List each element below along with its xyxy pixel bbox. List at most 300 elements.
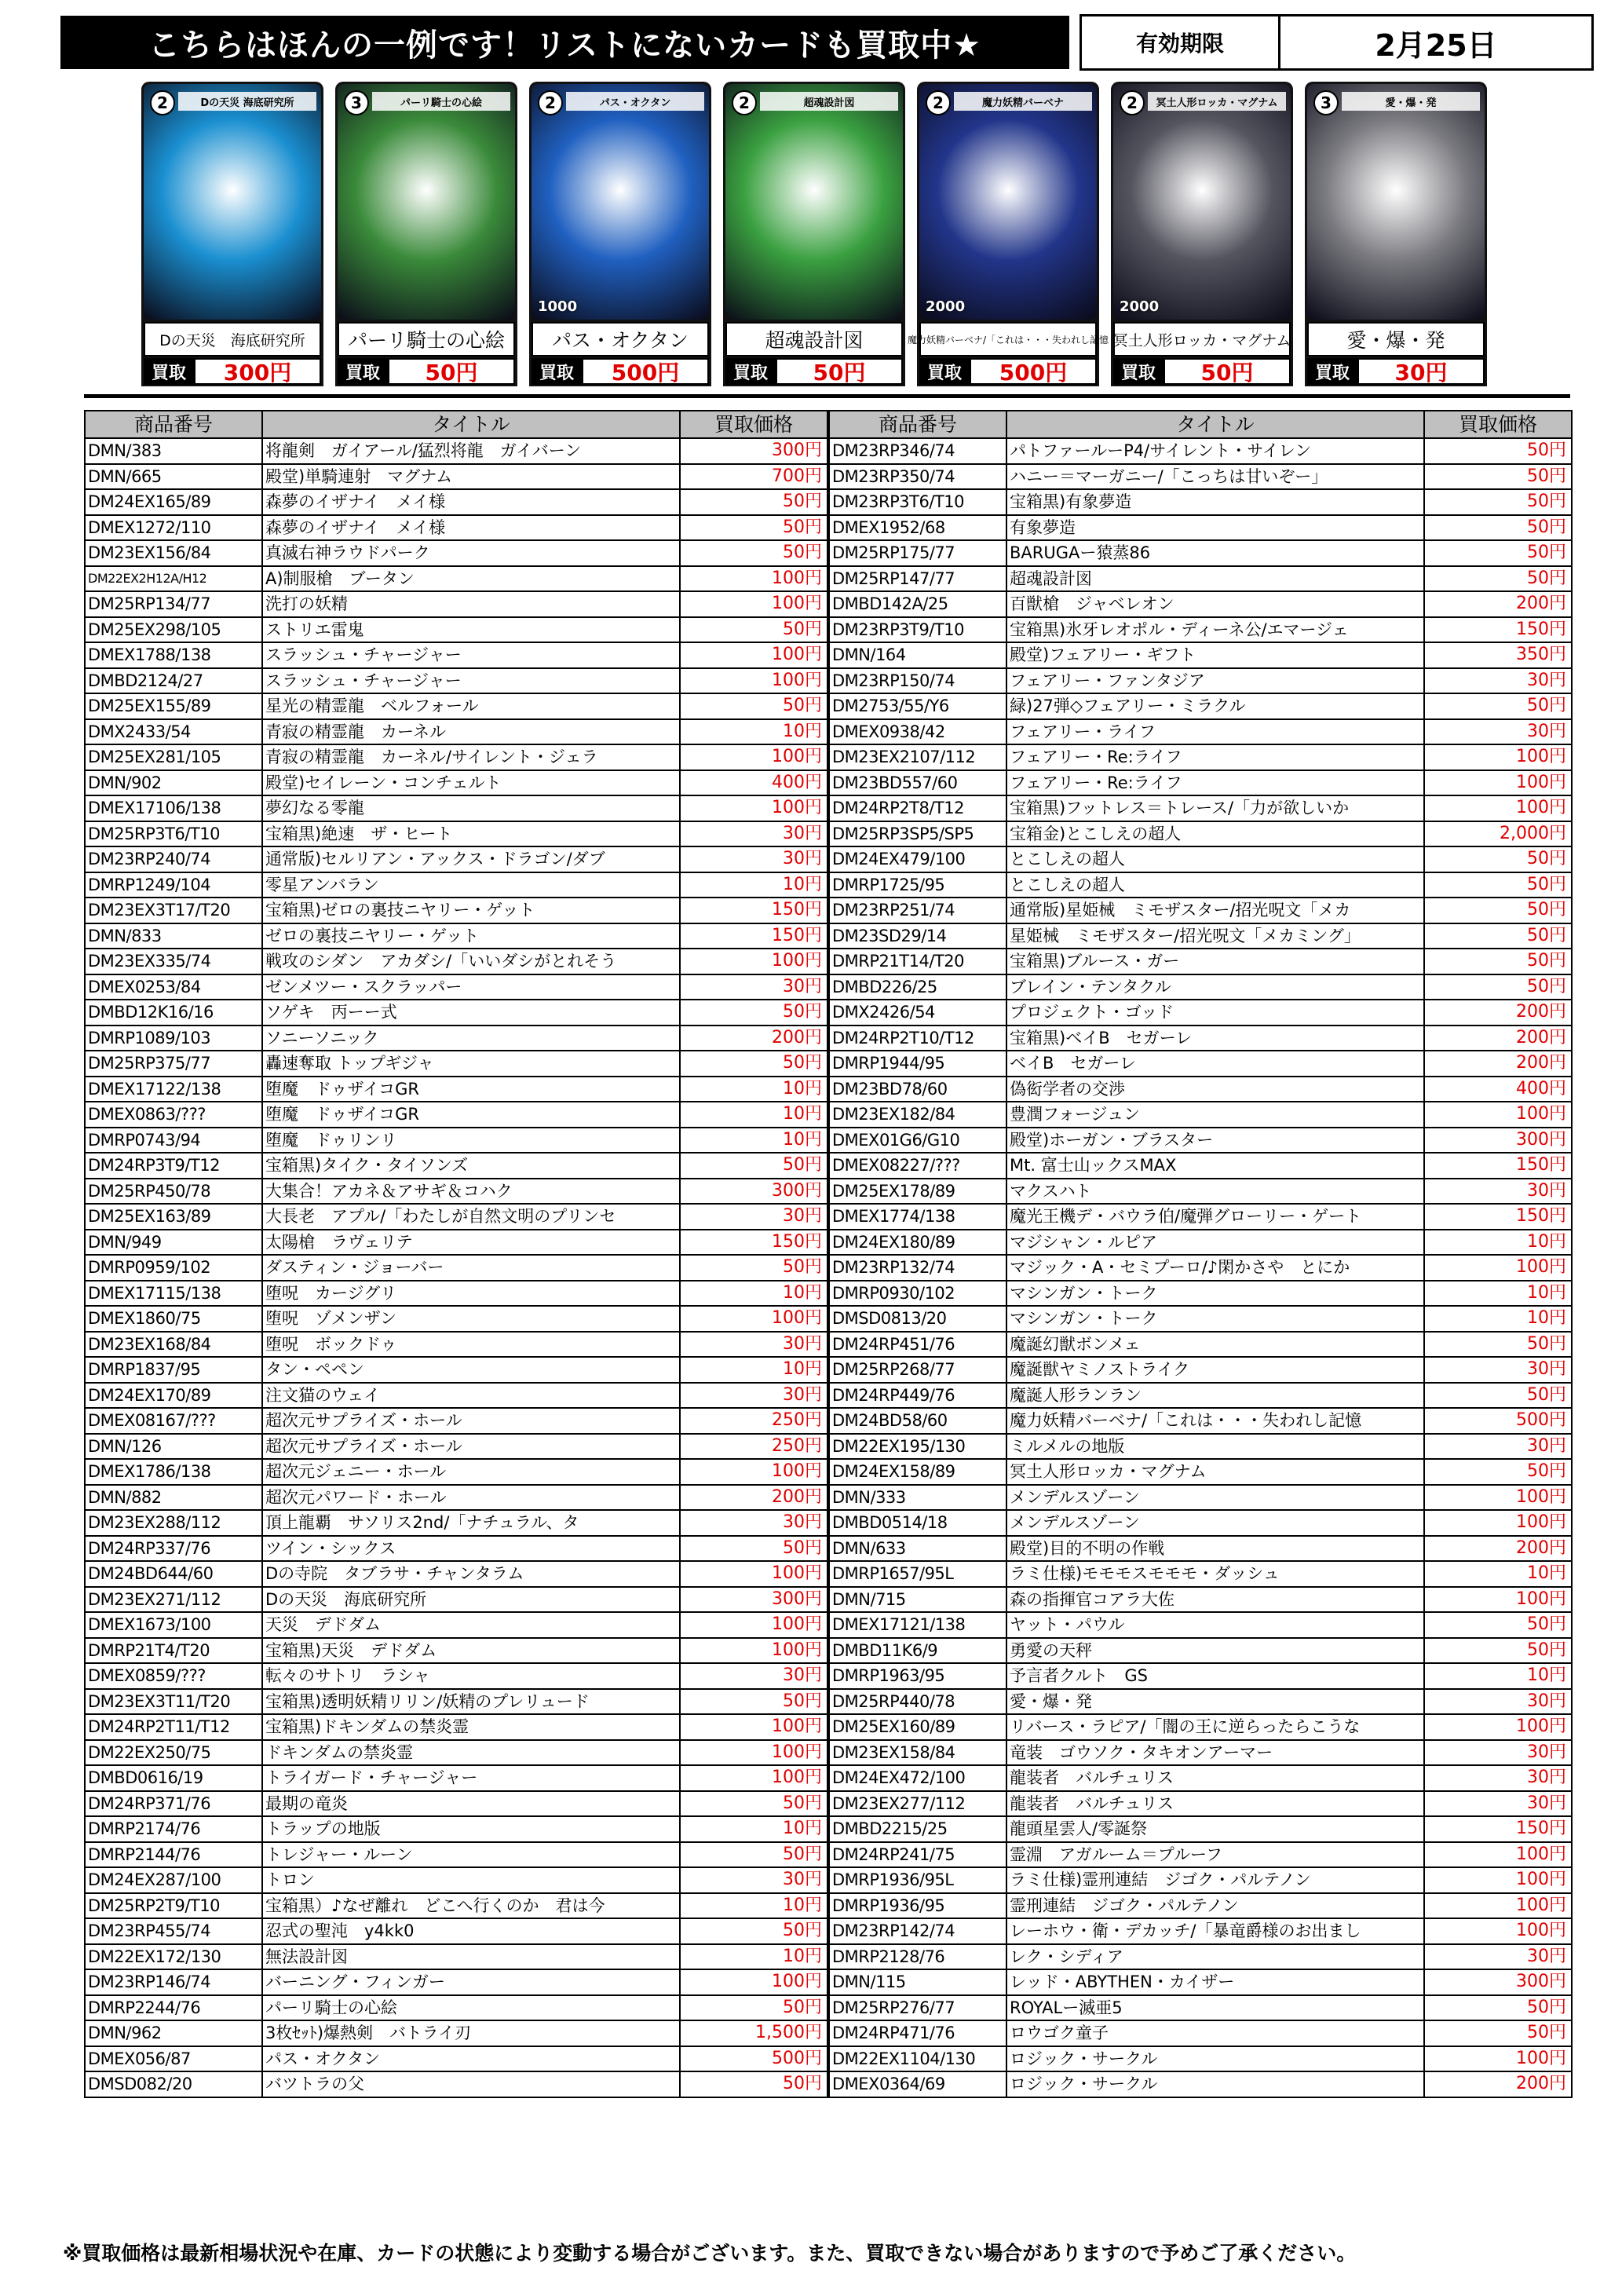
table-row (829, 949, 1572, 974)
buy-price: 100円 (1424, 1587, 1572, 1613)
buy-price: 2,000円 (1424, 821, 1572, 847)
buy-price: 50円 (680, 1791, 827, 1817)
buy-label: 買取 (532, 358, 582, 385)
product-code: DMBD2124/27 (85, 668, 262, 694)
table-row (85, 1536, 827, 1562)
card-title: 青寂の精霊龍 カーネル/サイレント・ジェラ (262, 744, 680, 770)
card-title: 冥土人形ロッカ・マグナム (1006, 1459, 1424, 1485)
card-art-name: パーリ騎士の心絵 (372, 92, 510, 111)
card-art-image (338, 84, 515, 320)
card-title: 堕魔 ドゥザイコGR (262, 1077, 680, 1102)
buy-price: 30円 (1424, 719, 1572, 745)
buy-price: 30円 (680, 1204, 827, 1230)
buy-price: 10円 (1424, 1230, 1572, 1256)
card-title: フェアリー・ファンタジア (1006, 668, 1424, 694)
card-title: フェアリー・Re:ライフ (1006, 770, 1424, 796)
buy-price: 50円 (1424, 1612, 1572, 1638)
table-row (85, 693, 827, 719)
product-code: DM23SD29/14 (829, 923, 1006, 949)
product-code: DMSD0813/20 (829, 1306, 1006, 1332)
product-code: DMEX0859/??? (85, 1663, 262, 1689)
product-code: DMEX0364/69 (829, 2071, 1006, 2097)
table-row (85, 1281, 827, 1307)
product-code: DMRP2244/76 (85, 1995, 262, 2021)
product-code: DMN/126 (85, 1434, 262, 1460)
product-code: DMX2433/54 (85, 719, 262, 745)
table-row (85, 464, 827, 490)
card-title: ツイン・シックス (262, 1536, 680, 1562)
buy-label: 買取 (1307, 358, 1357, 385)
product-code: DM24RP2T8/T12 (829, 795, 1006, 821)
buy-price: 150円 (1424, 1816, 1572, 1842)
card-title: 通常版)セルリアン・アックス・ドラゴン/ダブ (262, 846, 680, 872)
table-row (829, 1765, 1572, 1791)
product-code: DMRP21T4/T20 (85, 1638, 262, 1664)
buy-price: 200円 (1424, 1051, 1572, 1077)
card-art-image (1113, 84, 1291, 320)
table-row (85, 1204, 827, 1230)
buy-price: 100円 (680, 1969, 827, 1995)
card-title: 魔誕人形ランラン (1006, 1383, 1424, 1409)
buy-price: 50円 (1424, 846, 1572, 872)
product-code: DM25RP2T9/T10 (85, 1893, 262, 1919)
product-code: DM23RP3T9/T10 (829, 617, 1006, 643)
table-row (829, 1689, 1572, 1715)
buy-price: 100円 (1424, 795, 1572, 821)
product-code: DM25RP268/77 (829, 1357, 1006, 1383)
buy-price: 200円 (1424, 1536, 1572, 1562)
product-code: DM24EX472/100 (829, 1765, 1006, 1791)
product-code: DM23BD78/60 (829, 1077, 1006, 1102)
table-row (85, 872, 827, 898)
card-title: レッド・ABYTHEN・カイザー (1006, 1969, 1424, 1995)
card-title: 魔光王機デ・バウラ伯/魔弾グローリー・ゲート (1006, 1204, 1424, 1230)
featured-card (141, 82, 323, 386)
table-row (85, 1638, 827, 1664)
buy-price: 100円 (680, 1459, 827, 1485)
product-code: DM25RP175/77 (829, 540, 1006, 566)
card-title: ロジック・サークル (1006, 2046, 1424, 2072)
buy-price: 100円 (680, 1612, 827, 1638)
table-row (85, 1026, 827, 1051)
table-row (829, 1357, 1572, 1383)
table-row (85, 1485, 827, 1511)
card-title-label: 愛・爆・発 (1307, 322, 1485, 356)
card-title: ドキンダムの禁炎霊 (262, 1740, 680, 1766)
product-code: DMRP0930/102 (829, 1281, 1006, 1307)
product-code: DMN/665 (85, 464, 262, 490)
buy-price: 150円 (680, 923, 827, 949)
table-row (829, 1051, 1572, 1077)
table-row (829, 1536, 1572, 1562)
card-title: 宝箱黒)タイク・タイソンズ (262, 1153, 680, 1179)
buy-price: 150円 (680, 898, 827, 923)
card-title: トライガード・チャージャー (262, 1765, 680, 1791)
product-code: DMEX1952/68 (829, 515, 1006, 541)
card-title: トロン (262, 1867, 680, 1893)
table-row (85, 1740, 827, 1766)
product-code: DM24EX158/89 (829, 1459, 1006, 1485)
product-code: DMRP0743/94 (85, 1128, 262, 1153)
validity-box (1080, 14, 1594, 71)
card-title: 竜装 ゴウソク・タキオンアーマー (1006, 1740, 1424, 1766)
buy-price: 100円 (680, 1638, 827, 1664)
product-code: DM2753/55/Y6 (829, 693, 1006, 719)
table-row (829, 515, 1572, 541)
buy-price: 150円 (680, 1230, 827, 1256)
table-row (829, 2046, 1572, 2072)
card-title: 偽衒学者の交渉 (1006, 1077, 1424, 1102)
table-row (829, 1332, 1572, 1358)
card-title: 大長老 アプル/「わたしが自然文明のプリンセ (262, 1204, 680, 1230)
price-table-left (84, 410, 828, 2098)
table-row (829, 1383, 1572, 1409)
card-title: 超次元ジェニー・ホール (262, 1459, 680, 1485)
buy-price: 150円 (1424, 1204, 1572, 1230)
card-title: トレジャー・ルーン (262, 1842, 680, 1868)
table-row (829, 1944, 1572, 1970)
card-title: トラップの地版 (262, 1816, 680, 1842)
product-code: DM23RP251/74 (829, 898, 1006, 923)
table-row (829, 2020, 1572, 2046)
card-title: 青寂の精霊龍 カーネル (262, 719, 680, 745)
table-row (829, 770, 1572, 796)
card-title: 最期の竜炎 (262, 1791, 680, 1817)
price-table-right (828, 410, 1573, 2098)
buy-price: 100円 (680, 642, 827, 668)
buy-price: 150円 (1424, 1153, 1572, 1179)
table-row (829, 1969, 1572, 1995)
buy-price: 50円 (680, 1000, 827, 1026)
card-title: 魔誕獣ヤミノストライク (1006, 1357, 1424, 1383)
card-art-image (532, 84, 709, 320)
table-row (829, 1612, 1572, 1638)
table-row (85, 1153, 827, 1179)
card-title: 殿堂)単騎連射 マグナム (262, 464, 680, 490)
table-row (85, 1791, 827, 1817)
card-title: 殿堂)ホーガン・ブラスター (1006, 1128, 1424, 1153)
table-header-row (85, 411, 827, 438)
card-title: 殿堂)セイレーン・コンチェルト (262, 770, 680, 796)
table-row (829, 438, 1572, 464)
buy-price: 50円 (680, 489, 827, 515)
product-code: DM23EX168/84 (85, 1332, 262, 1358)
buy-price: 100円 (1424, 770, 1572, 796)
buy-price: 50円 (1424, 1332, 1572, 1358)
table-row (829, 464, 1572, 490)
product-code: DM24EX170/89 (85, 1383, 262, 1409)
table-row (85, 1459, 827, 1485)
card-title: 有象夢造 (1006, 515, 1424, 541)
product-code: DMEX08167/??? (85, 1408, 262, 1434)
product-code: DMEX08227/??? (829, 1153, 1006, 1179)
product-code: DM25EX163/89 (85, 1204, 262, 1230)
card-title: 星姫械 ミモザスター/招光呪文「メカミング」 (1006, 923, 1424, 949)
table-row (829, 872, 1572, 898)
product-code: DMRP1837/95 (85, 1357, 262, 1383)
buy-price: 10円 (680, 1102, 827, 1128)
product-code: DM22EX2H12A/H12 (85, 566, 262, 592)
table-row (85, 1000, 827, 1026)
card-title: 超次元パワード・ホール (262, 1485, 680, 1511)
card-price-bar (1113, 358, 1291, 385)
card-title: ストリエ雷鬼 (262, 617, 680, 643)
buy-price: 50円 (1424, 872, 1572, 898)
product-code: DM23EX3T11/T20 (85, 1689, 262, 1715)
card-title: 堕呪 ボックドゥ (262, 1332, 680, 1358)
product-code: DM24BD644/60 (85, 1561, 262, 1587)
table-row (829, 923, 1572, 949)
product-code: DMEX0253/84 (85, 974, 262, 1000)
table-row (85, 1230, 827, 1256)
column-header-price: 買取価格 (1424, 411, 1572, 438)
card-title: 大集合！アカネ＆アサギ＆コハク (262, 1179, 680, 1205)
buy-price: 30円 (680, 846, 827, 872)
table-row (829, 1485, 1572, 1511)
product-code: DMRP2128/76 (829, 1944, 1006, 1970)
validity-date: 2月25日 (1375, 27, 1497, 63)
card-title: 予言者クルト GS (1006, 1663, 1424, 1689)
product-code: DMRP1657/95L (829, 1561, 1006, 1587)
card-title: リバース・ラピア/「闇の王に逆らったらこうな (1006, 1714, 1424, 1740)
card-title-label: 魔力妖精バーベナ/「これは・・・失われし記憶 (919, 322, 1097, 356)
card-title: ゼンメツー・スクラッパー (262, 974, 680, 1000)
buy-price: 30円 (1424, 1434, 1572, 1460)
table-header-row (829, 411, 1572, 438)
table-row (85, 2020, 827, 2046)
card-title: レーホウ・衛・デカッチ/「暴竜爵様のお出まし (1006, 1918, 1424, 1944)
buy-price: 200円 (680, 1485, 827, 1511)
buy-price: 50円 (1424, 949, 1572, 974)
card-title-label: 超魂設計図 (725, 322, 903, 356)
product-code: DMRP1725/95 (829, 872, 1006, 898)
card-title-label: パス・オクタン (532, 322, 709, 356)
card-cost-badge: 2 (150, 90, 175, 115)
buy-price: 500円 (680, 2046, 827, 2072)
buy-price: 10円 (1424, 1281, 1572, 1307)
card-title: 森夢のイザナイ メイ様 (262, 489, 680, 515)
buy-price: 10円 (1424, 1306, 1572, 1332)
table-row (85, 1689, 827, 1715)
table-row (85, 923, 827, 949)
product-code: DMBD2215/25 (829, 1816, 1006, 1842)
product-code: DM23RP3T6/T10 (829, 489, 1006, 515)
table-row (829, 1281, 1572, 1307)
buy-price: 100円 (680, 591, 827, 617)
table-row (85, 821, 827, 847)
card-price-bar (144, 358, 321, 385)
buy-price: 50円 (680, 1051, 827, 1077)
card-title: 殿堂)目的不明の作戦 (1006, 1536, 1424, 1562)
featured-card (1111, 82, 1293, 386)
table-row (829, 591, 1572, 617)
table-row (85, 2046, 827, 2072)
table-row (85, 1612, 827, 1638)
card-title: 宝箱黒)透明妖精リリン/妖精のプレリュード (262, 1689, 680, 1715)
table-row (829, 1918, 1572, 1944)
section-divider (84, 394, 1570, 398)
card-title: ハニー＝マーガニー/「こっちは甘いぞー」 (1006, 464, 1424, 490)
card-title: 宝箱黒)天災 デドダム (262, 1638, 680, 1664)
table-row (85, 1434, 827, 1460)
buy-price: 400円 (680, 770, 827, 796)
buy-price: 10円 (680, 1944, 827, 1970)
buy-price: 50円 (1424, 1995, 1572, 2021)
card-title: 零星アンバラン (262, 872, 680, 898)
card-title: 洗打の妖精 (262, 591, 680, 617)
product-code: DM24RP449/76 (829, 1383, 1006, 1409)
column-header-title: タイトル (262, 411, 680, 438)
table-row (829, 1128, 1572, 1153)
card-title: ダスティン・ジョーバー (262, 1255, 680, 1281)
product-code: DMEX056/87 (85, 2046, 262, 2072)
product-code: DMEX17121/138 (829, 1612, 1006, 1638)
card-title: 堕呪 ゾメンザン (262, 1306, 680, 1332)
table-row (829, 1306, 1572, 1332)
product-code: DM23BD557/60 (829, 770, 1006, 796)
buy-price: 200円 (1424, 1026, 1572, 1051)
card-title: ベイB セガーレ (1006, 1051, 1424, 1077)
disclaimer-footnote: ※買取価格は最新相場状況や在庫、カードの状態により変動する場合がございます。また、買取できない場合がありますので予めご了承ください。 (63, 2242, 1357, 2265)
table-row (829, 1510, 1572, 1536)
buy-label: 買取 (1113, 358, 1164, 385)
buy-price: 50円 (680, 2071, 827, 2097)
card-power: 2000 (1120, 298, 1160, 315)
table-row (829, 821, 1572, 847)
product-code: DM25RP375/77 (85, 1051, 262, 1077)
buy-price: 100円 (1424, 2046, 1572, 2072)
buy-price: 150円 (1424, 617, 1572, 643)
buy-price: 10円 (680, 1357, 827, 1383)
table-row (85, 2071, 827, 2097)
table-row (829, 1995, 1572, 2021)
product-code: DM23EX3T17/T20 (85, 898, 262, 923)
buy-price: 10円 (1424, 1663, 1572, 1689)
product-code: DMEX17122/138 (85, 1077, 262, 1102)
product-code: DMEX1786/138 (85, 1459, 262, 1485)
card-title: 緑)27弾◇フェアリー・ミラクル (1006, 693, 1424, 719)
table-row (829, 1587, 1572, 1613)
buy-price: 30円 (1424, 1944, 1572, 1970)
table-row (85, 1944, 827, 1970)
card-art-image (725, 84, 903, 320)
table-row (829, 1255, 1572, 1281)
product-code: DM22EX250/75 (85, 1740, 262, 1766)
card-title: バツトラの父 (262, 2071, 680, 2097)
buy-price: 30円 (680, 974, 827, 1000)
card-title: 龍装者 バルチュリス (1006, 1765, 1424, 1791)
buy-label: 買取 (338, 358, 388, 385)
buy-price: 100円 (680, 795, 827, 821)
buy-price: 30円 (680, 821, 827, 847)
product-code: DM24BD58/60 (829, 1408, 1006, 1434)
product-code: DMSD082/20 (85, 2071, 262, 2097)
card-title: 龍頭星雲人/零誕祭 (1006, 1816, 1424, 1842)
card-art-image (919, 84, 1097, 320)
product-code: DM23RP455/74 (85, 1918, 262, 1944)
product-code: DM22EX1104/130 (829, 2046, 1006, 2072)
table-row (85, 949, 827, 974)
table-row (85, 1663, 827, 1689)
buy-price: 50円 (680, 693, 827, 719)
card-title: A)制服槍 ブータン (262, 566, 680, 592)
table-row (829, 489, 1572, 515)
table-row (85, 795, 827, 821)
product-code: DM23RP146/74 (85, 1969, 262, 1995)
buy-price: 300円 (680, 438, 827, 464)
buy-price: 50円 (1424, 974, 1572, 1000)
card-title: メンデルスゾーン (1006, 1485, 1424, 1511)
product-code: DM25EX298/105 (85, 617, 262, 643)
product-code: DMRP21T14/T20 (829, 949, 1006, 974)
table-row (829, 1153, 1572, 1179)
product-code: DMEX1788/138 (85, 642, 262, 668)
buy-price: 500円 (1424, 1408, 1572, 1434)
featured-cards (141, 82, 1476, 388)
table-row (829, 719, 1572, 745)
table-row (829, 1638, 1572, 1664)
buy-price: 50円 (1424, 489, 1572, 515)
product-code: DMRP1944/95 (829, 1051, 1006, 1077)
product-code: DM23EX271/112 (85, 1587, 262, 1613)
table-row (829, 974, 1572, 1000)
product-code: DM23EX288/112 (85, 1510, 262, 1536)
card-title: ヤット・パウル (1006, 1612, 1424, 1638)
buy-price: 50円 (1424, 515, 1572, 541)
table-row (85, 1128, 827, 1153)
product-code: DM23RP350/74 (829, 464, 1006, 490)
table-row (85, 744, 827, 770)
buy-price: 100円 (680, 1765, 827, 1791)
card-title: ゼロの裏技ニヤリー・ゲット (262, 923, 680, 949)
product-code: DM25RP3SP5/SP5 (829, 821, 1006, 847)
buy-price: 100円 (1424, 1485, 1572, 1511)
buy-price: 100円 (1424, 744, 1572, 770)
product-code: DM24RP241/75 (829, 1842, 1006, 1868)
product-code: DMRP2174/76 (85, 1816, 262, 1842)
buy-price: 10円 (680, 1281, 827, 1307)
buy-price: 50円 (680, 1842, 827, 1868)
product-code: DMEX1774/138 (829, 1204, 1006, 1230)
buy-price: 100円 (680, 1740, 827, 1766)
featured-card (723, 82, 905, 386)
table-row (85, 1765, 827, 1791)
card-buy-price: 300円 (194, 358, 321, 385)
table-row (85, 489, 827, 515)
card-buy-price: 500円 (970, 358, 1097, 385)
buy-price: 50円 (1424, 1638, 1572, 1664)
card-title: 戦攻のシダン アカダシ/「いいダシがとれそう (262, 949, 680, 974)
card-price-bar (338, 358, 515, 385)
card-title: フェアリー・Re:ライフ (1006, 744, 1424, 770)
product-code: DMBD0514/18 (829, 1510, 1006, 1536)
buy-price: 100円 (1424, 1714, 1572, 1740)
product-code: DM24RP371/76 (85, 1791, 262, 1817)
card-title: 宝箱黒）♪なぜ離れ どこへ行くのか 君は今 (262, 1893, 680, 1919)
product-code: DMN/164 (829, 642, 1006, 668)
card-title-label: 冥土人形ロッカ・マグナム (1113, 322, 1291, 356)
buy-price: 1,500円 (680, 2020, 827, 2046)
buy-price: 30円 (680, 1663, 827, 1689)
product-code: DMN/949 (85, 1230, 262, 1256)
card-art-image (1307, 84, 1485, 320)
buy-price: 50円 (1424, 540, 1572, 566)
column-header-title: タイトル (1006, 411, 1424, 438)
table-row (829, 1204, 1572, 1230)
table-row (829, 744, 1572, 770)
product-code: DM23EX335/74 (85, 949, 262, 974)
card-title: 勇愛の天秤 (1006, 1638, 1424, 1664)
